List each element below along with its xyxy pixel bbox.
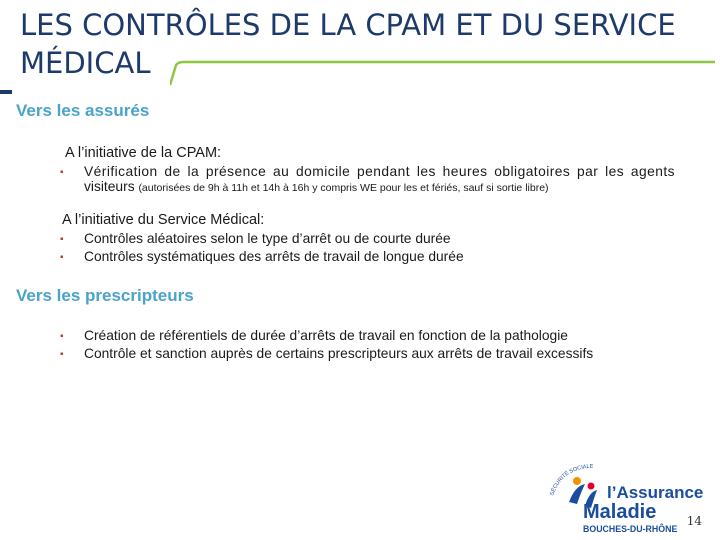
group-label-cpam: A l’initiative de la CPAM: <box>65 145 222 161</box>
logo-line-2: Maladie <box>583 501 657 523</box>
bullet-marker: ▪ <box>60 349 64 360</box>
section-heading-prescripteurs: Vers les prescripteurs <box>16 286 194 305</box>
bullet-marker: ▪ <box>60 234 64 245</box>
bullet-text: Création de référentiels de durée d’arrêts de travail en fonction de la pathologie <box>84 328 568 343</box>
title-underline-swoosh <box>170 60 715 86</box>
bullet-text: Contrôles systématiques des arrêts de travail de longue durée <box>84 249 464 264</box>
bullet-text: Vérification de la présence au domicile pendant les heures obligatoires par les agents <box>84 164 676 179</box>
title-line-2: MÉDICAL <box>20 46 151 80</box>
title-line-1: LES CONTRÔLES DE LA CPAM ET DU SERVICE <box>20 8 676 42</box>
bullet-text: Contrôles aléatoires selon le type d’arrêt ou de courte durée <box>84 231 451 246</box>
bullet-continuation-note: (autorisées de 9h à 11h et 14h à 16h y compris WE pour les et fériés, sauf si sortie libre) <box>138 182 549 194</box>
bullet-text: Contrôle et sanction auprès de certains prescripteurs aux arrêts de travail excessifs <box>84 346 594 361</box>
logo-line-3: BOUCHES-DU-RHÔNE <box>583 524 678 534</box>
logo-figure-head-icon <box>588 483 595 490</box>
logo-figure-head-icon <box>573 477 581 485</box>
bullet-marker: ▪ <box>60 252 64 263</box>
title-left-bar <box>0 90 12 94</box>
logo-arc-text: SÉCURITÉ SOCIALE <box>549 463 594 497</box>
bullet-marker: ▪ <box>60 167 64 178</box>
section-heading-assures: Vers les assurés <box>16 101 150 120</box>
bullet-continuation-main: visiteurs <box>84 179 139 194</box>
bullet-marker: ▪ <box>60 331 64 342</box>
bullet-continuation <box>84 179 549 194</box>
page-number: 14 <box>686 514 702 528</box>
logo-line-1: l’Assurance <box>607 483 704 502</box>
group-label-service-medical: A l’initiative du Service Médical: <box>62 212 265 228</box>
